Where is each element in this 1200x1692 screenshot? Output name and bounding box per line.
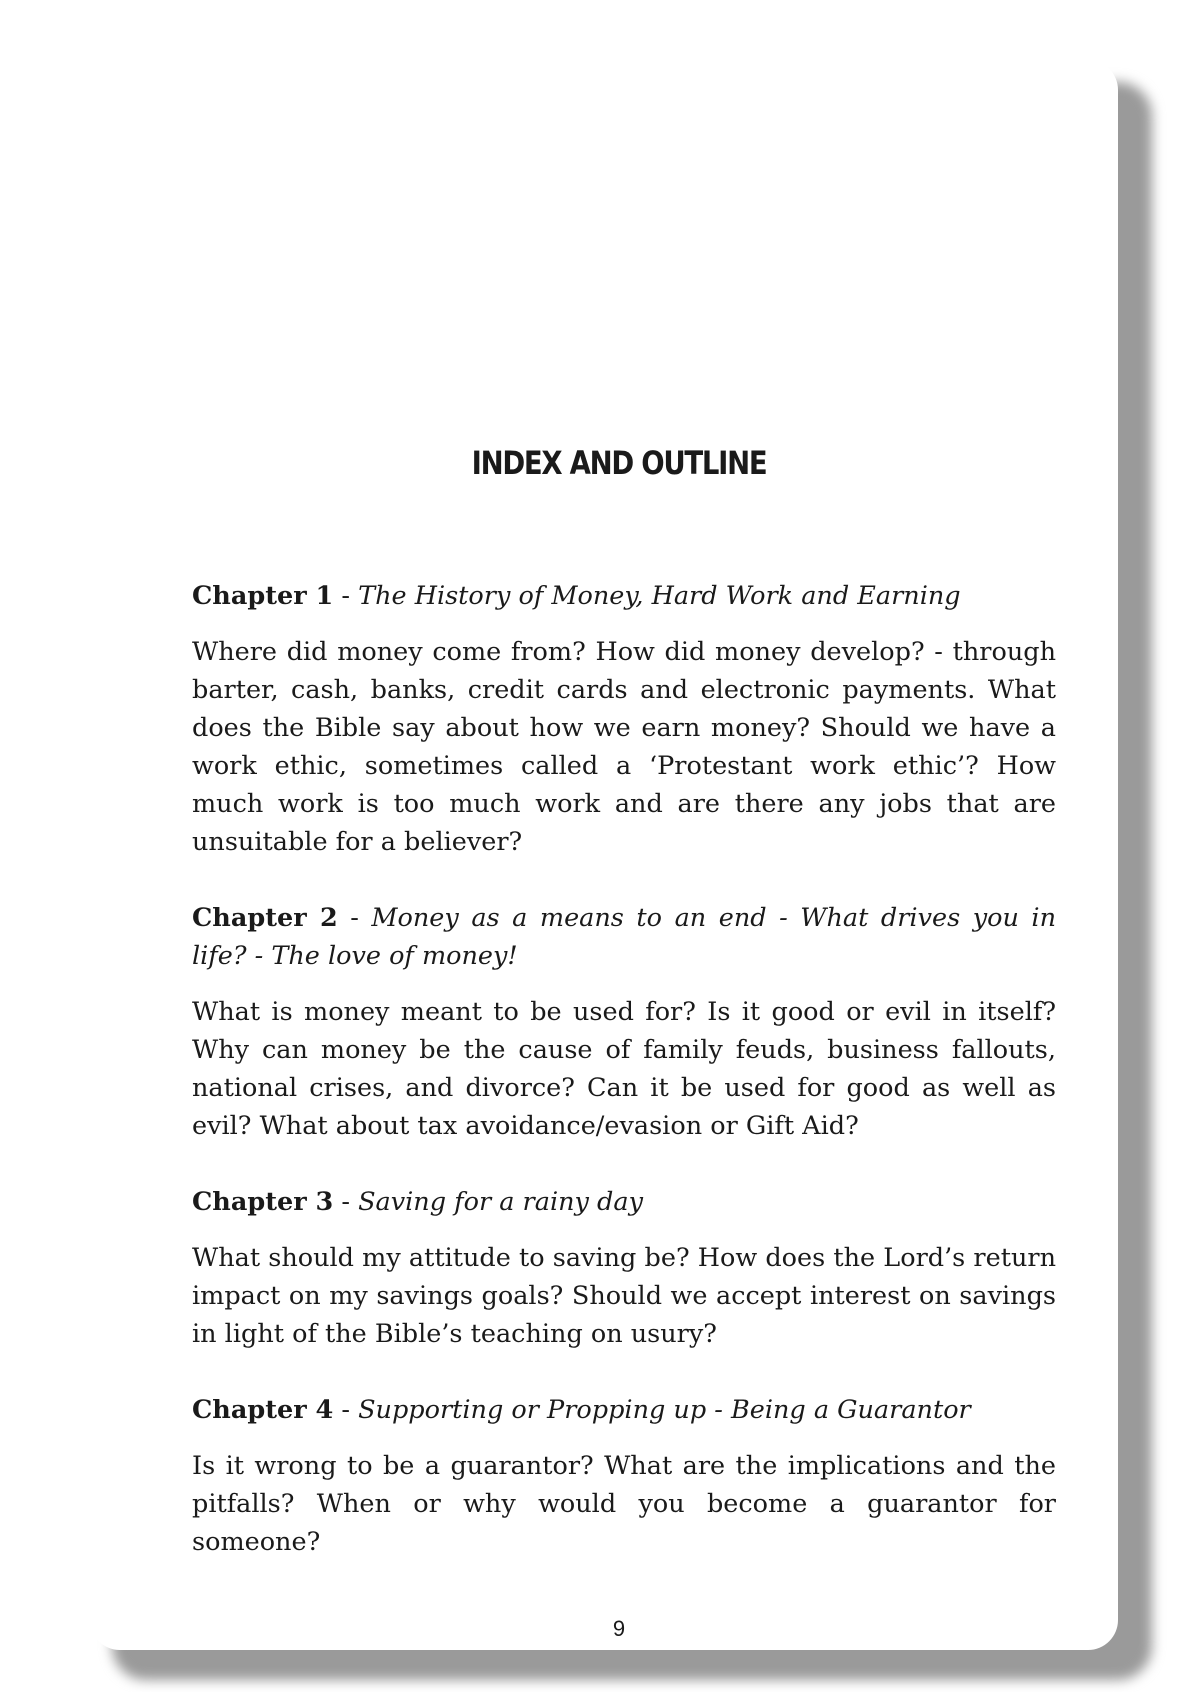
chapter-subtitle: Money as a means to an end - What drives you in life? - The love of money! bbox=[192, 903, 1056, 971]
chapter-description: What should my attitude to saving be? How does the Lord’s return impact on my savings goals? Should we accept interest on savings in light of the Bible’s teaching on usury? bbox=[192, 1243, 1056, 1349]
page-number: 9 bbox=[612, 1616, 626, 1641]
chapter-separator: - bbox=[333, 581, 359, 611]
chapter-entry-1 bbox=[192, 577, 1056, 861]
chapter-subtitle: Supporting or Propping up - Being a Guarantor bbox=[358, 1395, 971, 1425]
chapter-label: Chapter 1 bbox=[192, 581, 334, 611]
book-page bbox=[90, 60, 1118, 1650]
chapter-outline bbox=[192, 577, 1056, 1599]
chapter-separator: - bbox=[333, 1187, 359, 1217]
chapter-entry-2 bbox=[192, 899, 1056, 1145]
chapter-title bbox=[192, 1183, 1056, 1221]
page-heading: INDEX AND OUTLINE bbox=[471, 444, 767, 482]
chapter-subtitle: Saving for a rainy day bbox=[358, 1187, 643, 1217]
chapter-title bbox=[192, 1391, 1056, 1429]
chapter-separator: - bbox=[337, 903, 372, 933]
chapter-entry-3 bbox=[192, 1183, 1056, 1353]
chapter-subtitle: The History of Money, Hard Work and Earning bbox=[358, 581, 961, 611]
chapter-label: Chapter 4 bbox=[192, 1395, 334, 1425]
chapter-description: Is it wrong to be a guarantor? What are the implications and the pitfalls? When or why would you become a guarantor for someone? bbox=[192, 1451, 1056, 1557]
chapter-label: Chapter 3 bbox=[192, 1187, 334, 1217]
chapter-description: What is money meant to be used for? Is it good or evil in itself? Why can money be the cause of family feuds, business fallouts, national crises, and divorce? Can it be used for good as well as evil? What about tax avoidance/evasion or Gift Aid? bbox=[192, 997, 1056, 1141]
chapter-label: Chapter 2 bbox=[192, 903, 338, 933]
chapter-separator: - bbox=[333, 1395, 359, 1425]
chapter-title bbox=[192, 899, 1056, 975]
chapter-description: Where did money come from? How did money develop? - through barter, cash, banks, credit cards and electronic payments. What does the Bible say about how we earn money? Should we have a work ethic, sometimes called a ‘Protestant work ethic’? How much work is too much work and are there any jobs that are unsuitable for a believer? bbox=[192, 637, 1056, 857]
chapter-title bbox=[192, 577, 1056, 615]
chapter-entry-4 bbox=[192, 1391, 1056, 1561]
